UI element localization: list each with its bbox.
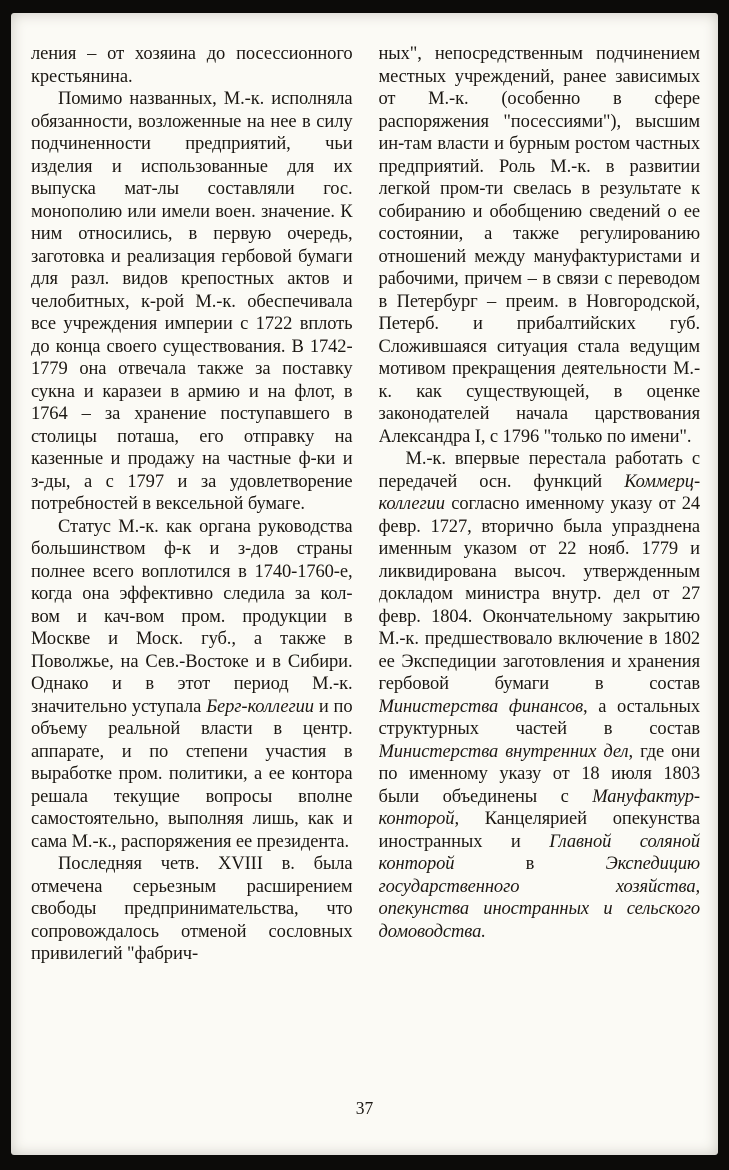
text-run: , Канцелярией опекунства иностранных и — [378, 809, 700, 852]
paragraph — [31, 516, 353, 854]
italic-text-run: Мануфактур-конторой — [378, 786, 700, 829]
text-columns — [31, 43, 700, 1097]
italic-text-run: Министерства финансов — [378, 696, 584, 717]
text-run: и по объему реальной власти в центр. аппарате, и по степени участия в выработке пром. политики, а ее контора решала текущие вопросы вполне самостоятельно, выполняя лишь, как и сама М.-к., распоряжения ее президента. — [31, 696, 353, 852]
text-run: согласно именному указу от 24 февр. 1727, вторично была упразднена именным указом от 22 нояб. 1779 и ликвидирована высоч. утвержденным докладом министра внутр. дел от 27 февр. 1804. Окончательному закрытию М.-к. предшествовало включение в 1802 ее Экспедиции заготовления и хранения гербовой бумаги в состав — [378, 494, 700, 694]
text-run: Последняя четв. XVIII в. была отмечена серьезным расширением свободы предпринимательства, что сопровождалось отменой сословных привилегий "фабрич- — [31, 854, 353, 964]
italic-text-run: Экспедицию государственного хозяйства, опекунства иностранных и сельского домоводства. — [378, 854, 700, 942]
text-run: Помимо названных, М.-к. исполняла обязанности, возложенные на нее в силу подчиненности предприятий, чьи изделия и использованные для их выпуска мат-лы составляли гос. монополию или имели воен. значение. К ним относились, в первую очередь, заготовка и реализация гербовой бумаги для разл. видов крепостных актов и челобитных, к-рой М.-к. обеспечивала все учреждения империи с 1722 вплоть до конца своего существования. В 1742-1779 она отвечала также за поставку сукна и каразеи в армию и на флот, в 1764 – за хранение поступавшего в столицы поташа, его отправку на казенные и продажу на частные ф-ки и з-ды, а с 1797 и за удовлетворение потребностей в вексельной бумаге. — [31, 89, 353, 514]
text-run: ления – от хозяина до посессионного крестьянина. — [31, 44, 353, 87]
page-number: 37 — [355, 1098, 374, 1118]
text-column-left — [31, 43, 353, 1097]
paragraph — [379, 448, 701, 943]
italic-text-run: Министерства внутренних дел — [378, 741, 629, 762]
paragraph — [379, 43, 701, 448]
italic-text-run: Берг-коллегии — [206, 696, 314, 717]
italic-text-run: Главной соляной конторой — [378, 831, 700, 874]
text-run: Статус М.-к. как органа руководства большинством ф-к и з-дов страны полнее всего воплотился в 1740-1760-е, когда она эффективно следила за кол-вом и кач-вом пром. продукции в Москве и Моск. губ., а также в Поволжье, на Сев.-Востоке и в Сибири. Однако и в этот период М.-к. значительно уступала — [31, 516, 353, 717]
text-run: , где они по именному указу от 18 июля 1803 были объединены с — [378, 741, 700, 807]
text-run: М.-к. впервые перестала работать с передачей осн. функций — [378, 449, 700, 492]
paragraph — [31, 853, 353, 966]
text-run: в — [454, 854, 606, 874]
text-column-right — [379, 43, 701, 1097]
text-run: , а остальных структурных частей в состав — [378, 696, 700, 739]
paragraph — [31, 43, 353, 88]
text-run: ных", непосредственным подчинением местных учреждений, ранее зависимых от М.-к. (особенно в сфере распоряжения "посессиями"), высшим ин-там власти и бурным ростом частных предприятий. Роль М.-к. в развитии легкой пром-ти свелась в результате к собиранию и обобщению сведений о ее состоянии, а также регулированию отношений между мануфактуристами и рабочими, причем – в связи с переводом в Петербург – преим. в Новгородской, Петерб. и прибалтийских губ. Сложившаяся ситуация стала ведущим мотивом прекращения деятельности М.-к. как существующей, в оценке законодателей начала царствования Александра I, с 1796 "только по имени". — [378, 44, 700, 447]
book-page — [11, 13, 718, 1155]
paragraph — [31, 88, 353, 516]
italic-text-run: Коммерц-коллегии — [378, 471, 700, 514]
